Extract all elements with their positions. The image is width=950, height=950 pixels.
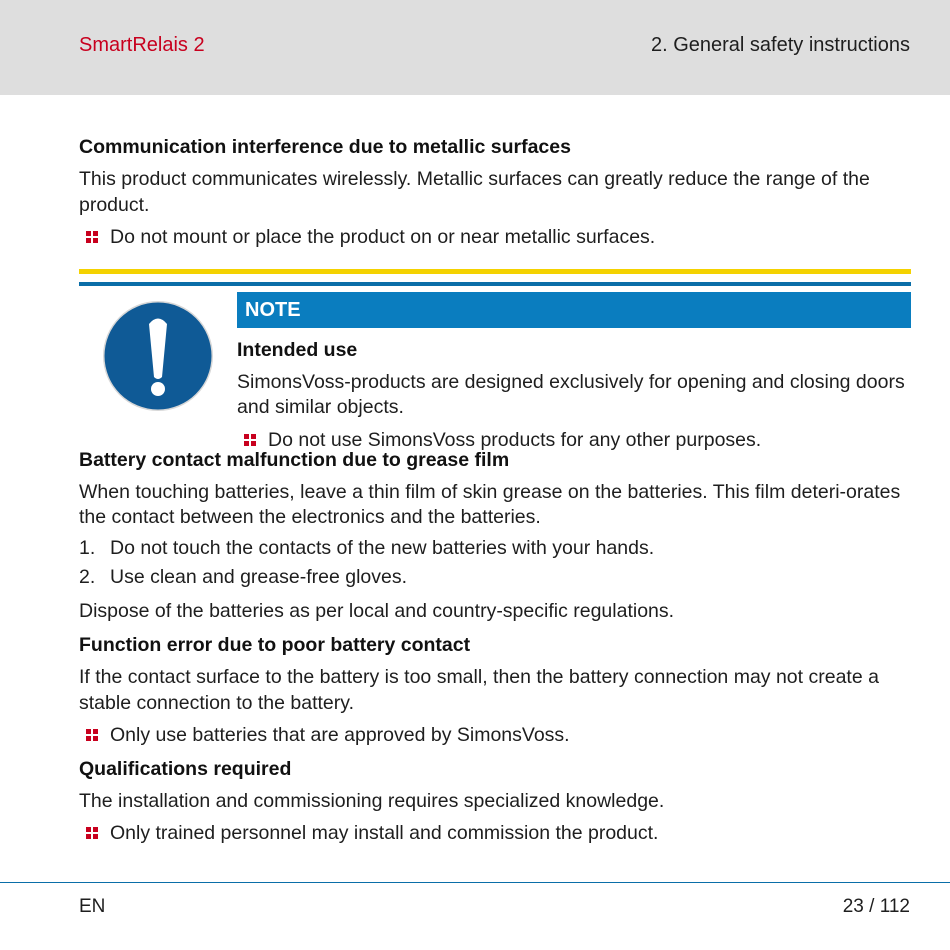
note-yellow-rule xyxy=(79,269,911,274)
section-heading: Qualifications required xyxy=(79,757,292,780)
footer-language: EN xyxy=(79,896,106,917)
note-title: Intended use xyxy=(237,338,358,361)
bullet-item xyxy=(79,723,911,749)
page-content xyxy=(79,134,911,847)
note-body xyxy=(237,337,911,454)
red-square-bullet-icon xyxy=(244,434,256,446)
section-text: When touching batteries, leave a thin film of skin grease on the batteries. This film deteri-orates the contact between the electronics and the batteries. xyxy=(79,480,901,528)
bullet-text: Only use batteries that are approved by SimonsVoss. xyxy=(110,724,570,746)
note-bullet-item xyxy=(237,428,911,454)
section-text: Dispose of the batteries as per local and country-specific regulations. xyxy=(79,599,675,622)
page-number: 23 / 112 xyxy=(842,896,910,917)
section-text: The installation and commissioning requires specialized knowledge. xyxy=(79,789,665,812)
red-square-bullet-icon xyxy=(86,231,98,243)
step-text: Do not touch the contacts of the new batteries with your hands. xyxy=(110,536,655,559)
note-box xyxy=(79,269,911,451)
section-heading: Battery contact malfunction due to grease film xyxy=(79,448,510,471)
note-text: SimonsVoss-products are designed exclusively for opening and closing doors and similar objects. xyxy=(237,370,905,418)
red-square-bullet-icon xyxy=(86,729,98,741)
red-square-bullet-icon xyxy=(86,827,98,839)
exclamation-circle-icon xyxy=(102,300,214,412)
section-text: This product communicates wirelessly. Metallic surfaces can greatly reduce the range of the product. xyxy=(79,168,870,216)
step-number: 2. xyxy=(79,566,96,588)
footer-rule xyxy=(0,882,950,883)
bullet-item xyxy=(79,225,911,251)
chapter-title: 2. General safety instructions xyxy=(650,34,910,56)
section-heading: Function error due to poor battery contact xyxy=(79,634,471,656)
numbered-step xyxy=(79,536,911,562)
bullet-text: Do not use SimonsVoss products for any other purposes. xyxy=(268,428,762,451)
page-header xyxy=(0,0,950,95)
section-text: If the contact surface to the battery is too small, then the battery connection may not create a stable connection to the battery. xyxy=(79,666,879,714)
note-label: NOTE xyxy=(237,292,911,328)
step-number: 1. xyxy=(79,536,96,559)
step-text: Use clean and grease-free gloves. xyxy=(110,566,408,588)
bullet-text: Only trained personnel may install and commission the product. xyxy=(110,822,659,844)
bullet-item xyxy=(79,821,911,847)
note-blue-rule xyxy=(79,282,911,286)
section-heading: Communication interference due to metallic surfaces xyxy=(79,136,571,158)
bullet-text: Do not mount or place the product on or near metallic surfaces. xyxy=(110,226,656,248)
product-name: SmartRelais 2 xyxy=(79,34,205,56)
numbered-step xyxy=(79,565,911,591)
